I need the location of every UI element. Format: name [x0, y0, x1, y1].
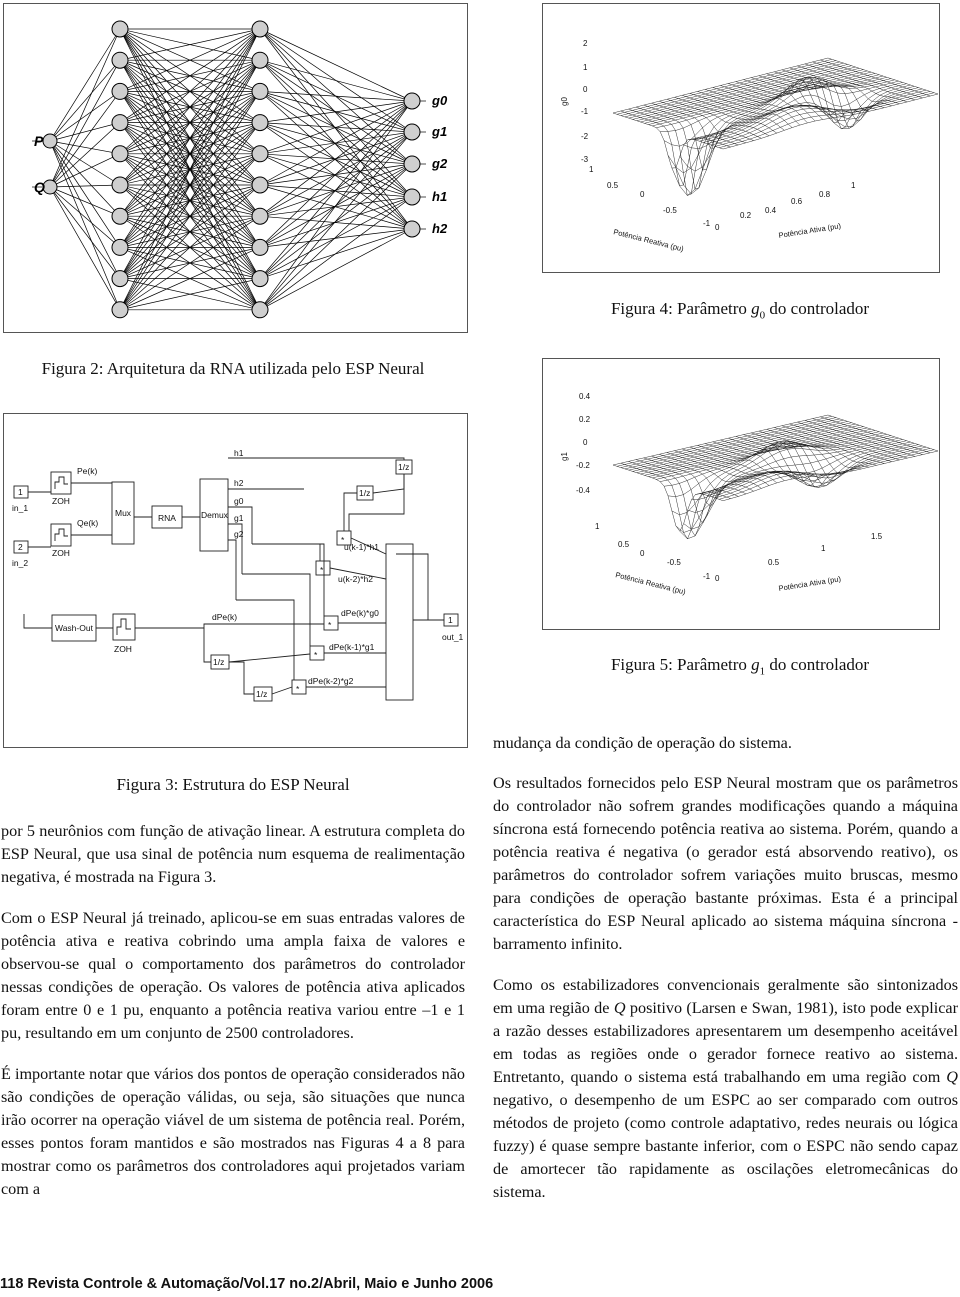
- esp-block-diagram: [4, 414, 467, 747]
- paragraph: Como os estabilizadores convencionais geralmente são sintonizados em uma região de Q positivo (Larsen e Swan, 1981), isto pode explicar a razão desses estabilizadores apresentarem um desempenho aceitável em todas as regiões onde o gerador fornece reativo ao sistema. Entretanto, quando o sistema está trabalhando em uma região com Q negativo, o desempenho de um ESPC ao ser comparado com outros métodos de projeto (como controle adaptativo, redes neurais ou lógica fuzzy) é quase sempre bastante inferior, com o ESPC não sendo capaz de amortecer tão rapidamente as oscilações eletromecânicas do sistema.: [493, 976, 958, 1201]
- hidden-neuron: [112, 208, 128, 224]
- z-tick: -3: [581, 155, 589, 164]
- uh1-label: u(k-1)*h1: [344, 542, 379, 552]
- hidden-neuron: [112, 302, 128, 318]
- g2-label: g2: [234, 529, 244, 539]
- q-tick: 0.5: [607, 181, 619, 190]
- q-tick: 1: [589, 165, 594, 174]
- demux-label: Demux: [201, 510, 228, 520]
- z-tick: -0.2: [576, 461, 590, 470]
- hidden-neuron: [252, 83, 268, 99]
- q-tick: 0.5: [618, 540, 630, 549]
- dpeg0-label: dPe(k)*g0: [341, 608, 379, 618]
- output-label-h2: h2: [432, 221, 448, 236]
- z-tick: 0: [583, 85, 588, 94]
- p-tick: 1.5: [871, 532, 883, 541]
- q-tick: -1: [703, 572, 711, 581]
- figure-5-frame: [542, 358, 940, 630]
- qe-label: Qe(k): [77, 518, 99, 528]
- paragraph: É importante notar que vários dos pontos de operação considerados não são condições de operação válidas, ou seja, são situações que nunca irão ocorrer na operação viável de um sistema de potência real. Porém, esses pontos foram mantidos e são mostrados nas Figuras 4 a 8 para mostrar como os parâmetros dos controladores aqui projetados variam com a: [1, 1065, 465, 1198]
- q-tick: 0: [640, 190, 645, 199]
- output-neuron: [404, 124, 420, 140]
- in2-number: 2: [18, 542, 23, 552]
- q-tick: 0: [640, 549, 645, 558]
- input-neuron: [43, 134, 57, 148]
- output-label-g1: g1: [432, 124, 448, 139]
- p-tick: 0.4: [765, 206, 777, 215]
- z-tick: 1: [583, 63, 588, 72]
- rna-label: RNA: [158, 513, 176, 523]
- z-tick: 0.4: [579, 392, 591, 401]
- g1-surface-plot: [543, 359, 939, 629]
- page-footer: 118 Revista Controle & Automação/Vol.17 no.2/Abril, Maio e Junho 2006: [0, 1276, 494, 1292]
- hidden-neuron: [252, 21, 268, 37]
- z-tick: -1: [581, 107, 589, 116]
- p-tick: 1: [821, 544, 826, 553]
- zoh-label-3: ZOH: [114, 644, 132, 654]
- hidden-neuron: [112, 239, 128, 255]
- q-tick: -0.5: [663, 206, 677, 215]
- z-tick: -0.4: [576, 486, 590, 495]
- neural-network-diagram: [4, 4, 467, 332]
- hidden-neuron: [252, 271, 268, 287]
- in1-number: 1: [18, 487, 23, 497]
- mult-label-3: *: [328, 620, 332, 630]
- dpeg2-label: dPe(k-2)*g2: [308, 676, 354, 686]
- in2-label: in_2: [12, 558, 29, 568]
- hidden-neuron: [112, 271, 128, 287]
- output-label-g2: g2: [432, 156, 448, 171]
- paragraph: Os resultados fornecidos pelo ESP Neural mostram que os parâmetros do controlador não sofrem grandes modificações quando a máquina síncrona está fornecendo potência reativa ao sistema. Porém, quando a potência reativa é negativa (o gerador está absorvendo reativo), os parâmetros do controlador sofrem variações muito bruscas, mesmo para condições de operação bastante próximas. Esta é a principal característica do ESP Neural aplicado ao sistema máquina síncrona - barramento infinito.: [493, 774, 958, 953]
- delay-label-3: 1/z: [213, 657, 225, 667]
- hidden-neuron: [112, 52, 128, 68]
- hidden-neuron: [112, 146, 128, 162]
- y-axis-label: Potência Ativa (pu): [777, 221, 842, 240]
- z-tick: 0.2: [579, 415, 591, 424]
- figure-5-caption: Figura 5: Parâmetro $g_1$ do controlador: [610, 655, 870, 678]
- right-column: [493, 732, 958, 1222]
- q-tick: -1: [703, 219, 711, 228]
- p-tick: 0.2: [740, 211, 752, 220]
- mux-label: Mux: [115, 508, 132, 518]
- y-axis-label: Potência Ativa (pu): [777, 574, 842, 593]
- figure-3-frame: [3, 413, 468, 748]
- z-tick: 0: [583, 438, 588, 447]
- g0-surface-plot: [543, 4, 939, 272]
- output-label-g0: g0: [432, 93, 448, 108]
- figure-2-frame: [3, 3, 468, 333]
- input-label-q: Q: [34, 179, 45, 195]
- in1-label: in_1: [12, 503, 29, 513]
- delay-label-4: 1/z: [256, 689, 268, 699]
- dpeg1-label: dPe(k-1)*g1: [329, 642, 375, 652]
- delay-label-1: 1/z: [398, 462, 410, 472]
- x-axis-label: Potência Reativa (pu): [614, 570, 687, 597]
- p-tick: 0: [715, 574, 720, 583]
- out-number: 1: [448, 615, 453, 625]
- h1-label: h1: [234, 448, 244, 458]
- hidden-neuron: [252, 302, 268, 318]
- figure-4-frame: [542, 3, 940, 273]
- zoh-label-1: ZOH: [52, 496, 70, 506]
- paragraph: mudança da condição de operação do sistema.: [493, 734, 792, 752]
- g0-label: g0: [234, 496, 244, 506]
- zoh-label-2: ZOH: [52, 548, 70, 558]
- hidden-neuron: [252, 52, 268, 68]
- hidden-neuron: [252, 115, 268, 131]
- output-neuron: [404, 221, 420, 237]
- p-tick: 0: [715, 223, 720, 232]
- output-label-h1: h1: [432, 189, 448, 204]
- mult-label-1: *: [341, 535, 345, 545]
- z-axis-label: g0: [560, 97, 569, 106]
- output-neuron: [404, 93, 420, 109]
- figure-2-caption: Figura 2: Arquitetura da RNA utilizada pelo ESP Neural: [41, 359, 425, 378]
- paragraph: Com o ESP Neural já treinado, aplicou-se em suas entradas valores de potência ativa e reativa cobrindo uma ampla faixa de valores e observou-se qual o comportamento dos parâmetros do controlador nessas condições de operação. Os valores de potência ativa aplicados foram entre 0 e 1 pu, enquanto a potência reativa variou entre –1 e 1 pu, resultando em um conjunto de 2500 controladores.: [1, 909, 465, 1042]
- z-axis-label: g1: [560, 452, 569, 461]
- hidden-neuron: [112, 115, 128, 131]
- z-tick: -2: [581, 132, 589, 141]
- output-neuron: [404, 189, 420, 205]
- washout-label: Wash-Out: [55, 623, 93, 633]
- hidden-neuron: [112, 21, 128, 37]
- left-column: [1, 820, 465, 1219]
- h2-label: h2: [234, 478, 244, 488]
- q-tick: -0.5: [667, 558, 681, 567]
- dpe-label: dPe(k): [212, 612, 238, 622]
- mult-label-4: *: [314, 650, 318, 660]
- delay-label-2: 1/z: [359, 488, 371, 498]
- g1-label: g1: [234, 513, 244, 523]
- hidden-neuron: [252, 146, 268, 162]
- input-neuron: [43, 180, 57, 194]
- x-axis-label: Potência Reativa (pu): [612, 227, 685, 254]
- uh2-label: u(k-2)*h2: [338, 574, 373, 584]
- paragraph: por 5 neurônios com função de ativação linear. A estrutura completa do ESP Neural, que usa sinal de potência num esquema de realimentação negativa, é mostrada na Figura 3.: [1, 822, 465, 886]
- q-tick: 1: [595, 522, 600, 531]
- mult-label-2: *: [320, 565, 324, 575]
- hidden-neuron: [252, 208, 268, 224]
- z-tick: 2: [583, 39, 588, 48]
- figure-3-caption: Figura 3: Estrutura do ESP Neural: [116, 775, 350, 794]
- p-tick: 0.5: [768, 558, 780, 567]
- hidden-neuron: [252, 177, 268, 193]
- input-label-p: P: [34, 133, 44, 149]
- out-label: out_1: [442, 632, 464, 642]
- pe-label: Pe(k): [77, 466, 98, 476]
- hidden-neuron: [112, 83, 128, 99]
- figure-4-caption: Figura 4: Parâmetro $g_0$ do controlador: [610, 299, 870, 322]
- p-tick: 0.8: [819, 190, 831, 199]
- output-neuron: [404, 156, 420, 172]
- p-tick: 0.6: [791, 197, 803, 206]
- p-tick: 1: [851, 181, 856, 190]
- hidden-neuron: [252, 239, 268, 255]
- mult-label-5: *: [296, 684, 300, 694]
- hidden-neuron: [112, 177, 128, 193]
